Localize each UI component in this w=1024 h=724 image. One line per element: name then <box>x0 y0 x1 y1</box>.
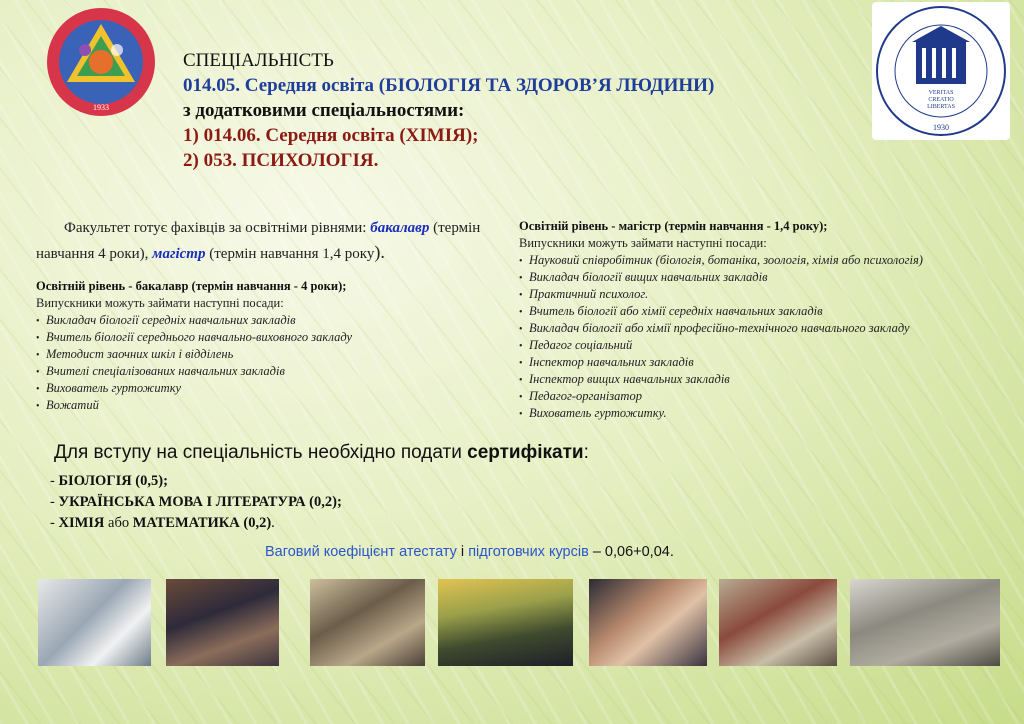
cert-subject: ХІМІЯ <box>58 515 105 531</box>
cert-subject: УКРАЇНСЬКА МОВА І ЛІТЕРАТУРА (0,2); <box>58 494 342 510</box>
cert-title-end: : <box>583 442 589 463</box>
master-block <box>519 218 1009 422</box>
hallway-photo <box>719 579 837 666</box>
list-item: • Вожатий <box>46 397 496 414</box>
list-item: • Вчитель біології середнього навчально-виховного закладу <box>46 329 496 346</box>
intro-bachelor: бакалавр <box>370 220 430 236</box>
bachelor-subheading: Випускники можуть займати наступні посади: <box>36 296 284 310</box>
cert-suffix: . <box>271 515 275 531</box>
coef-text-2: і <box>456 544 469 560</box>
cert-or: або <box>104 515 133 531</box>
list-item: • Викладач біології вищих навчальних закладів <box>529 269 1009 286</box>
list-item: • Інспектор навчальних закладів <box>529 354 1009 371</box>
faculty-logo-year: 1933 <box>93 103 109 112</box>
list-item: • Вихователь гуртожитку <box>46 380 496 397</box>
intro-text-1: Факультет готує фахівців за освітніми рівнями: <box>64 220 371 236</box>
specialty-main: 014.05. Середня освіта (БІОЛОГІЯ ТА ЗДОРОВ’Я ЛЮДИНИ) <box>183 75 715 96</box>
coef-text-4: – 0,06+0,04. <box>588 544 674 560</box>
list-item: • Інспектор вищих навчальних закладів <box>529 371 1009 388</box>
cert-title-text: Для вступу на спеціальність необхідно подати <box>54 442 468 463</box>
university-year: 1930 <box>933 123 949 132</box>
list-item: • Вчителі спеціалізованих навчальних закладів <box>46 363 496 380</box>
list-item <box>50 513 342 534</box>
motto-3: LIBERTAS <box>927 104 955 110</box>
bachelor-heading: Освітній рівень - бакалавр (термін навчання - 4 роки); <box>36 279 347 293</box>
park-group-photo <box>438 579 573 666</box>
faculty-logo <box>45 6 157 118</box>
additional-label: з додатковими спеціальностями: <box>183 100 465 121</box>
list-item: • Викладач біології або хімії професійно-технічного навчального закладу <box>529 320 1009 337</box>
cert-prefix: - <box>50 515 59 531</box>
list-item: • Науковий співробітник (біологія, ботаніка, зоологія, хімія або психологія) <box>529 252 1009 269</box>
list-item <box>50 492 342 513</box>
weight-coefficient <box>265 544 674 560</box>
group-photo-1 <box>166 579 279 666</box>
list-item: • Викладач біології середніх навчальних закладів <box>46 312 496 329</box>
classroom-photo <box>310 579 425 666</box>
specialty-label: СПЕЦІАЛЬНІСТЬ <box>183 50 334 71</box>
students-closeup-photo <box>589 579 707 666</box>
cert-subject: БІОЛОГІЯ (0,5); <box>58 473 168 489</box>
additional-1: 1) 014.06. Середня освіта (ХІМІЯ); <box>183 125 479 146</box>
additional-2: 2) 053. ПСИХОЛОГІЯ. <box>183 150 379 171</box>
university-logo <box>872 2 1010 140</box>
intro-paragraph <box>36 216 506 266</box>
master-heading: Освітній рівень - магістр (термін навчання - 1,4 року); <box>519 219 828 233</box>
list-item: • Вчитель біології або хімії середніх навчальних закладів <box>529 303 1009 320</box>
master-list <box>519 252 1009 422</box>
cert-title-bold: сертифікати <box>467 442 584 463</box>
lab-photo <box>38 579 151 666</box>
motto-2: CREATIO <box>928 97 954 103</box>
intro-master: магістр <box>152 246 206 262</box>
bachelor-block <box>36 278 496 414</box>
coef-text-1: Ваговий коефіцієнт атестату <box>265 544 457 560</box>
intro-text-2: (термін навчання 4 роки), <box>36 220 481 262</box>
coef-text-3: підготовчих курсів <box>468 544 589 560</box>
list-item: • Вихователь гуртожитку. <box>529 405 1009 422</box>
certificates-list <box>50 471 342 534</box>
motto-1: VERITAS <box>928 90 954 96</box>
list-item <box>50 471 342 492</box>
list-item: • Педагог-організатор <box>529 388 1009 405</box>
specialty-title-block <box>183 48 863 173</box>
certificates-title <box>54 442 589 464</box>
cert-prefix: - <box>50 494 59 510</box>
bachelor-list <box>36 312 496 414</box>
list-item: • Методист заочних шкіл і відділень <box>46 346 496 363</box>
cert-subject-alt: МАТЕМАТИКА (0,2) <box>132 515 272 531</box>
lecture-hall-photo <box>850 579 1000 666</box>
intro-text-4: ). <box>374 242 385 262</box>
intro-text-3: (термін навчання 1,4 року <box>205 246 375 262</box>
master-subheading: Випускники можуть займати наступні посади: <box>519 236 767 250</box>
list-item: • Педагог соціальний <box>529 337 1009 354</box>
list-item: • Практичний психолог. <box>529 286 1009 303</box>
cert-prefix: - <box>50 473 59 489</box>
